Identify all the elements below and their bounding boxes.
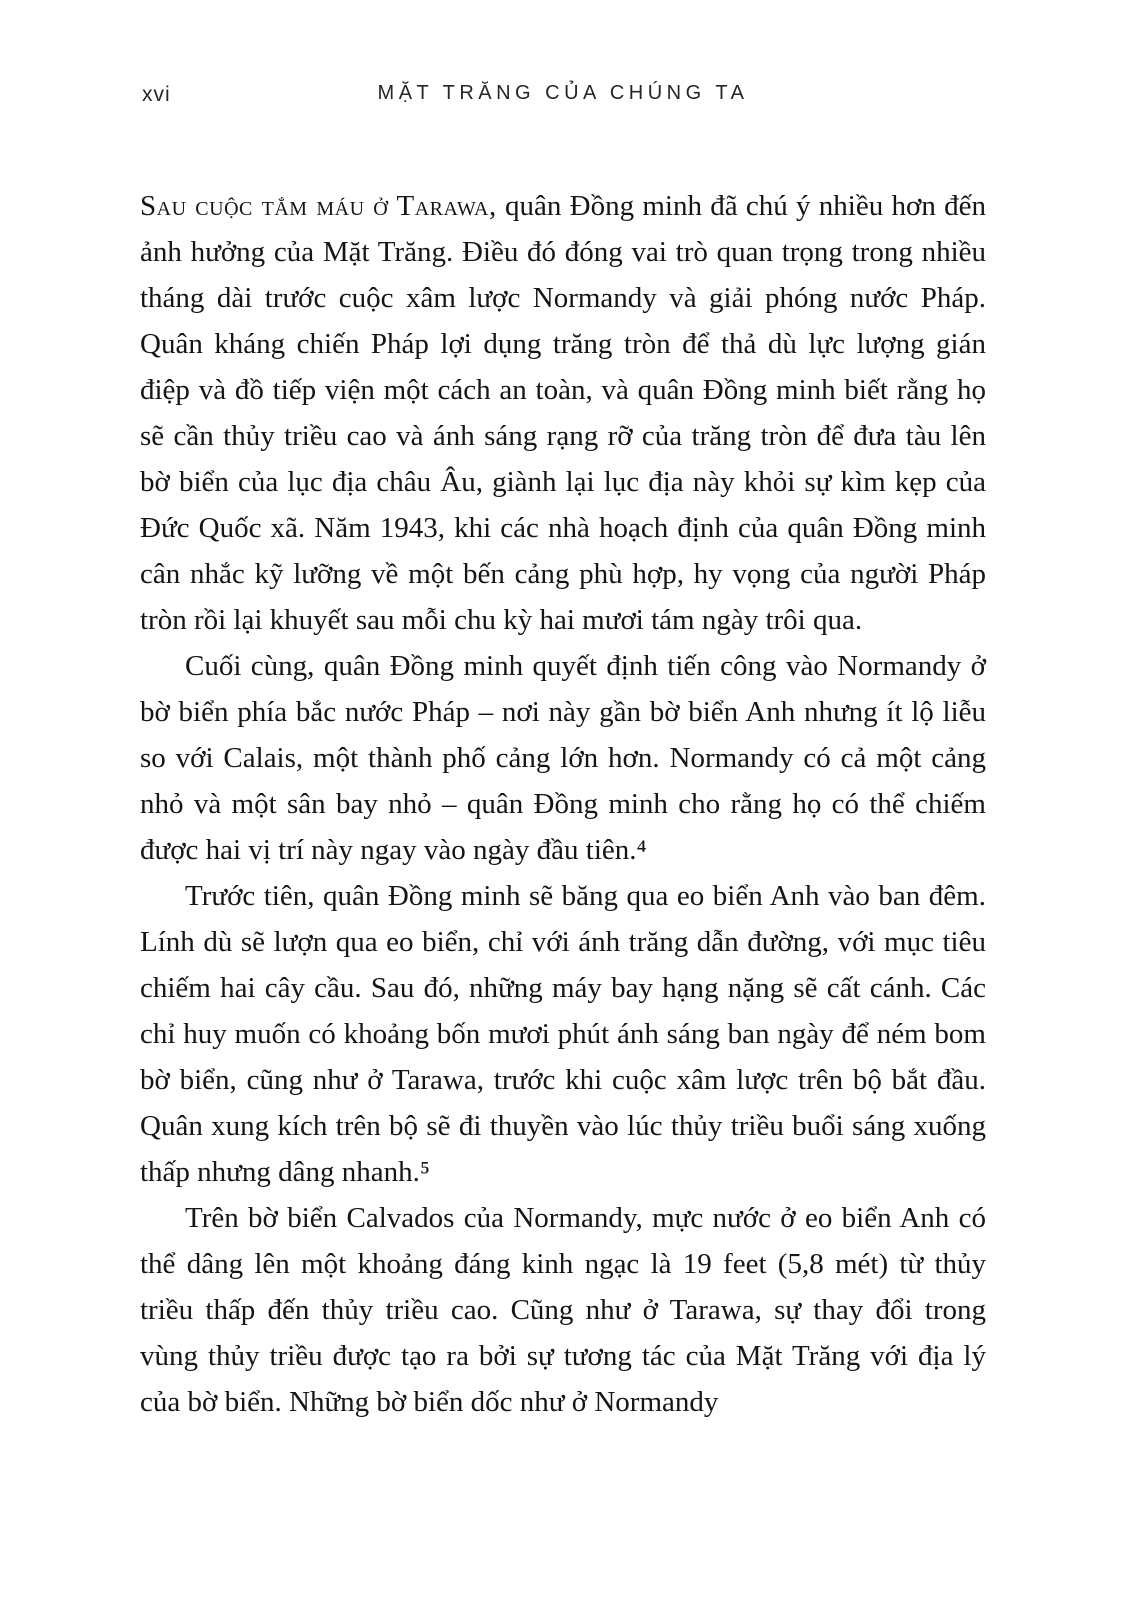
running-title: MẶT TRĂNG CỦA CHÚNG TA <box>377 82 749 104</box>
page-number: xvi <box>142 83 171 106</box>
running-header <box>140 80 986 112</box>
paragraph-1-text: quân Đồng minh đã chú ý nhiều hơn đến ảnh hưởng của Mặt Trăng. Điều đó đóng vai trò quan trọng trong nhiều tháng dài trước cuộc xâm lược Normandy và giải phóng nước Pháp. Quân kháng chiến Pháp lợi dụng trăng tròn để thả dù lực lượng gián điệp và đồ tiếp viện một cách an toàn, và quân Đồng minh biết rằng họ sẽ cần thủy triều cao và ánh sáng rạng rỡ của trăng tròn để đưa tàu lên bờ biển của lục địa châu Âu, giành lại lục địa này khỏi sự kìm kẹp của Đức Quốc xã. Năm 1943, khi các nhà hoạch định của quân Đồng minh cân nhắc kỹ lưỡng về một bến cảng phù hợp, hy vọng của người Pháp tròn rồi lại khuyết sau mỗi chu kỳ hai mươi tám ngày trôi qua. <box>140 190 987 636</box>
paragraph-1 <box>140 183 986 643</box>
text-block <box>140 183 986 1425</box>
paragraph-2: Cuối cùng, quân Đồng minh quyết định tiến công vào Normandy ở bờ biển phía bắc nước Pháp – nơi này gần bờ biển Anh nhưng ít lộ liễu so với Calais, một thành phố cảng lớn hơn. Normandy có cả một cảng nhỏ và một sân bay nhỏ – quân Đồng minh cho rằng họ có thể chiếm được hai vị trí này ngay vào ngày đầu tiên.⁴ <box>140 650 986 866</box>
lead-in-smallcaps: Sau cuộc tắm máu ở Tarawa, <box>140 190 497 222</box>
paragraph-3: Trước tiên, quân Đồng minh sẽ băng qua eo biển Anh vào ban đêm. Lính dù sẽ lượn qua eo biển, chỉ với ánh trăng dẫn đường, với mục tiêu chiếm hai cây cầu. Sau đó, những máy bay hạng nặng sẽ cất cánh. Các chỉ huy muốn có khoảng bốn mươi phút ánh sáng ban ngày để ném bom bờ biển, cũng như ở Tarawa, trước khi cuộc xâm lược trên bộ bắt đầu. Quân xung kích trên bộ sẽ đi thuyền vào lúc thủy triều buổi sáng xuống thấp nhưng dâng nhanh.⁵ <box>140 880 986 1188</box>
paragraph-4: Trên bờ biển Calvados của Normandy, mực nước ở eo biển Anh có thể dâng lên một khoảng đáng kinh ngạc là 19 feet (5,8 mét) từ thủy triều thấp đến thủy triều cao. Cũng như ở Tarawa, sự thay đổi trong vùng thủy triều được tạo ra bởi sự tương tác của Mặt Trăng với địa lý của bờ biển. Những bờ biển dốc như ở Normandy <box>140 1202 986 1418</box>
